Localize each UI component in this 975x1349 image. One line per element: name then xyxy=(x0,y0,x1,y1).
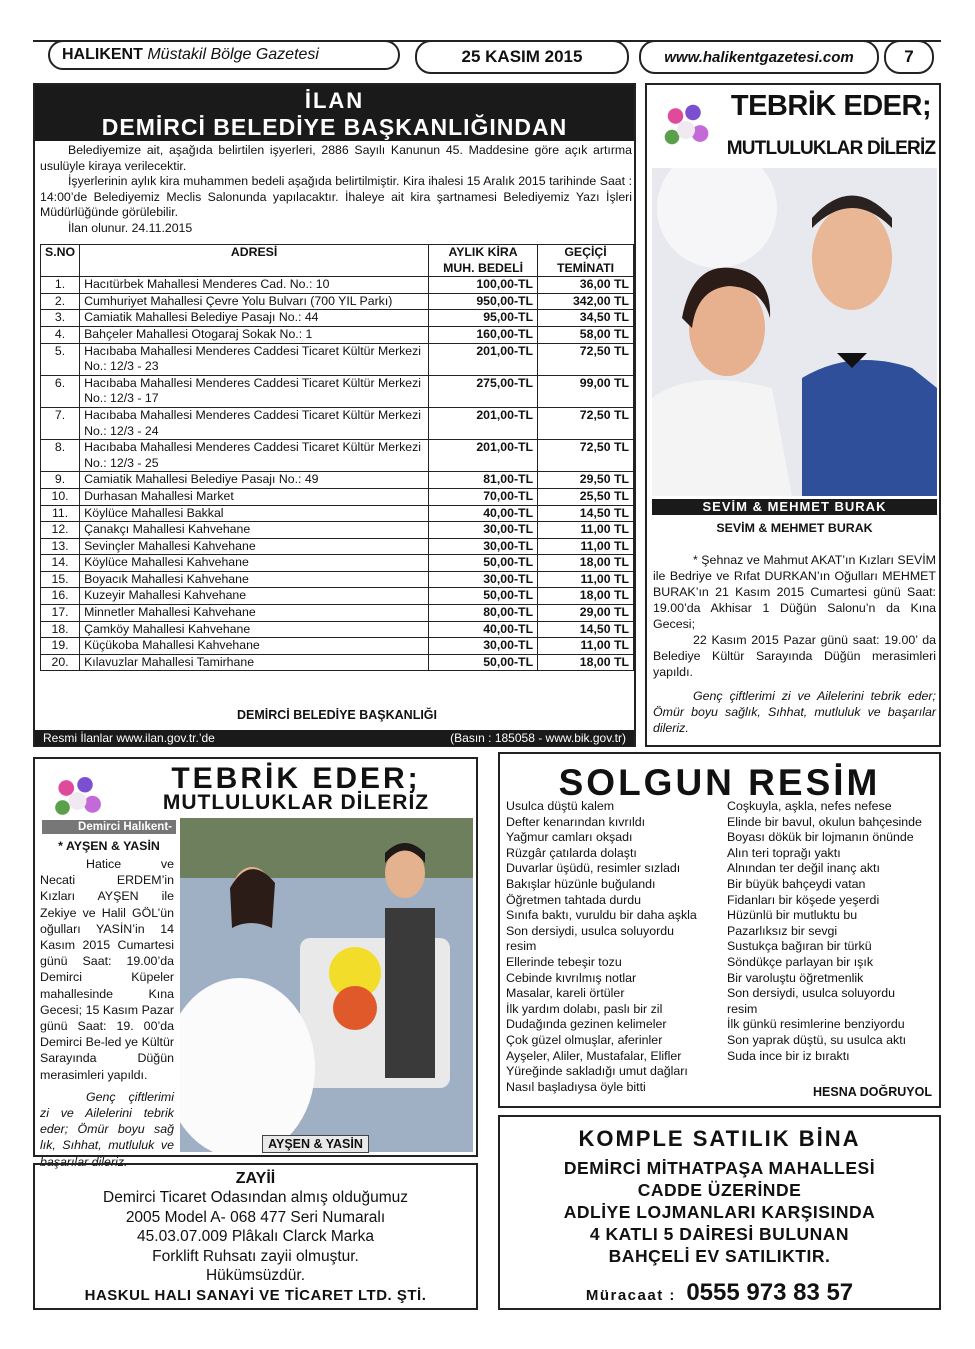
row-address: Minnetler Mahallesi Kahvehane xyxy=(80,605,429,622)
row-number: 1. xyxy=(41,277,80,294)
tebrik-paragraph: Genç çiftlerimi zi ve Ailelerini tebrik eder; Ömür boyu sağ lık, Sıhhat, mutluluk ve başarılar dileriz. xyxy=(40,1089,174,1169)
row-rent: 275,00-TL xyxy=(429,375,538,407)
poem-line: Bakışlar hüzünle buğulandı xyxy=(506,876,656,891)
poem-line: Bir varoluştu öğretmenlik xyxy=(727,970,864,985)
poem-line: İlk yardım dolabı, paslı bir zil xyxy=(506,1001,663,1016)
couple-photo-sevim-mehmet xyxy=(652,168,937,496)
tebrik-paragraph: 22 Kasım 2015 Pazar günü saat: 19.00’ da Belediye Kültür Sarayında Düğün merasimleri yapıldı. xyxy=(653,633,936,679)
poem-line: Cebinde kıvrılmış notlar xyxy=(506,970,637,985)
ilan-header xyxy=(35,85,634,141)
contact-phone[interactable]: 0555 973 83 57 xyxy=(686,1279,854,1306)
row-number: 9. xyxy=(41,472,80,489)
poem-line: Suda ince bir iz bıraktı xyxy=(727,1048,850,1063)
row-rent: 80,00-TL xyxy=(429,605,538,622)
tebrik-paragraph: Hatice ve Necati ERDEM’in Kızları AYŞEN ile Zekiye ve Halil GÖL’ün oğulları YASİN’in 14 Kasım 2015 Cumartesi günü Saat: 19.00’da Demirci Küpeler mahallesinde Kına Gecesi; 15 Kasım Pazar günü Saat: 19. 00’da Demirci Be-led ye Kültür Sarayında Düğün merasimleri yapıldı. xyxy=(40,857,174,1082)
row-number: 16. xyxy=(41,588,80,605)
row-rent: 160,00-TL xyxy=(429,326,538,343)
row-deposit: 29,50 TL xyxy=(538,472,634,489)
col-header: GEÇİÇİ TEMİNATI xyxy=(538,245,634,277)
row-address: Köylüce Mahallesi Kahvehane xyxy=(80,555,429,572)
row-address: Hacıbaba Mahallesi Menderes Caddesi Ticaret Kültür Merkezi No.: 12/3 - 23 xyxy=(80,343,429,375)
table-row xyxy=(41,277,634,294)
zayi-line: 2005 Model A- 068 477 Seri Numaralı xyxy=(125,1208,386,1226)
table-row xyxy=(41,343,634,375)
row-number: 3. xyxy=(41,310,80,327)
location-tag: Demirci Halıkent- xyxy=(42,820,176,834)
poem-line: Rüzgâr çatılarda dolaştı xyxy=(506,845,637,860)
col-header: S.NO xyxy=(41,245,80,277)
table-row xyxy=(41,522,634,539)
satilik-line: 4 KATLI 5 DAİRESİ BULUNAN xyxy=(589,1224,850,1244)
paper-name: HALIKENT xyxy=(62,46,143,63)
row-address: Küçükoba Mahallesi Kahvehane xyxy=(80,638,429,655)
row-address: Hacıtürbek Mahallesi Menderes Cad. No.: 10 xyxy=(80,277,429,294)
flower-bouquet-image xyxy=(40,762,115,827)
ilan-paragraph: Belediyemize ait, aşağıda belirtilen işyerleri, 2886 Sayılı Kanunun 45. Maddesine göre açık artırma usulüyle kiraya verilecektir. xyxy=(40,143,632,173)
row-address: Hacıbaba Mahallesi Menderes Caddesi Ticaret Kültür Merkezi No.: 12/3 - 24 xyxy=(80,407,429,439)
poem-line: Sustukça bağıran bir türkü xyxy=(727,939,872,954)
poem-title: SOLGUN RESİM xyxy=(558,762,881,803)
row-address: Kuzeyir Mahallesi Kahvehane xyxy=(80,588,429,605)
ilan-text xyxy=(40,143,632,236)
table-row xyxy=(41,407,634,439)
row-number: 2. xyxy=(41,293,80,310)
row-number: 12. xyxy=(41,522,80,539)
row-deposit: 99,00 TL xyxy=(538,375,634,407)
table-row xyxy=(41,488,634,505)
poem-line: Bir büyük bahçeydi vatan xyxy=(727,876,866,891)
row-address: Camiatik Mahallesi Belediye Pasajı No.: 49 xyxy=(80,472,429,489)
row-deposit: 18,00 TL xyxy=(538,654,634,671)
poem-line: Ellerinde tebeşir tozu xyxy=(506,954,622,969)
row-address: Cumhuriyet Mahallesi Çevre Yolu Bulvarı (700 YIL Parkı) xyxy=(80,293,429,310)
row-address: Boyacık Mahallesi Kahvehane xyxy=(80,571,429,588)
row-rent: 30,00-TL xyxy=(429,571,538,588)
row-deposit: 58,00 TL xyxy=(538,326,634,343)
row-rent: 50,00-TL xyxy=(429,588,538,605)
row-address: Bahçeler Mahallesi Otogaraj Sokak No.: 1 xyxy=(80,326,429,343)
satilik-line: CADDE ÜZERİNDE xyxy=(637,1180,802,1200)
zayi-box xyxy=(33,1163,478,1310)
table-row xyxy=(41,654,634,671)
poem-author: HESNA DOĞRUYOL xyxy=(813,1085,932,1099)
row-number: 5. xyxy=(41,343,80,375)
tebrik-paragraph: Genç çiftlerimi zi ve Ailelerini tebrik eder; Ömür boyu sağlık, Sıhhat, mutluluk ve başarılar dileriz. xyxy=(653,689,936,735)
zayi-line: 45.03.07.009 Plâkalı Clarck Marka xyxy=(137,1228,374,1245)
contact-label: Müracaat : xyxy=(585,1287,676,1304)
table-row xyxy=(41,375,634,407)
poem-line: Söndükçe parlayan bir ışık xyxy=(727,954,874,969)
row-rent: 950,00-TL xyxy=(429,293,538,310)
poem-line: Pazarlıksız bir sevgi xyxy=(727,923,838,938)
table-row xyxy=(41,326,634,343)
row-number: 19. xyxy=(41,638,80,655)
zayi-line: Hükümsüzdür. xyxy=(205,1267,306,1284)
row-deposit: 29,00 TL xyxy=(538,605,634,622)
poem-line: Son yaprak düştü, su usulca aktı xyxy=(727,1032,907,1047)
flower-bouquet-image xyxy=(651,88,721,158)
row-rent: 70,00-TL xyxy=(429,488,538,505)
couple-names: SEVİM & MEHMET BURAK xyxy=(716,521,873,535)
poem-line: Çok güzel olmuşlar, aferinler xyxy=(506,1032,663,1047)
row-deposit: 342,00 TL xyxy=(538,293,634,310)
poem-line: Alın teri toprağı yaktı xyxy=(727,845,841,860)
zayi-title: ZAYİİ xyxy=(235,1170,276,1187)
row-deposit: 11,00 TL xyxy=(538,522,634,539)
row-number: 4. xyxy=(41,326,80,343)
tebrik-left-subtitle: MUTLULUKLAR DİLERİZ xyxy=(162,791,430,814)
ilan-paragraph: İlan olunur. 24.11.2015 xyxy=(68,220,193,235)
row-number: 18. xyxy=(41,621,80,638)
poem-line: Alnından ter değil inanç aktı xyxy=(727,861,880,876)
poem-line: resim xyxy=(727,1001,758,1016)
tebrik-left-title: TEBRİK EDER; xyxy=(171,762,421,795)
row-address: Durhasan Mahallesi Market xyxy=(80,488,429,505)
row-rent: 50,00-TL xyxy=(429,555,538,572)
ilan-footer-right: (Basın : 185058 - www.bik.gov.tr) xyxy=(450,731,626,745)
row-rent: 40,00-TL xyxy=(429,505,538,522)
poem-line: Elinde bir bavul, okulun bahçesinde xyxy=(727,814,922,829)
poem-column-right xyxy=(727,799,935,1064)
row-deposit: 36,00 TL xyxy=(538,277,634,294)
row-deposit: 34,50 TL xyxy=(538,310,634,327)
couple-names: * AYŞEN & YASİN xyxy=(58,839,160,853)
table-row xyxy=(41,588,634,605)
poem-line: Yüreğinde sakladığı umut dağları xyxy=(506,1064,688,1079)
row-rent: 81,00-TL xyxy=(429,472,538,489)
row-number: 6. xyxy=(41,375,80,407)
satilik-line: BAHÇELİ EV SATILIKTIR. xyxy=(608,1246,831,1266)
poem-line: Usulca düştü kalem xyxy=(506,799,615,813)
table-row xyxy=(41,538,634,555)
row-address: Sevinçler Mahallesi Kahvehane xyxy=(80,538,429,555)
row-rent: 30,00-TL xyxy=(429,538,538,555)
poem-line: resim xyxy=(506,939,537,954)
row-number: 7. xyxy=(41,407,80,439)
row-address: Hacıbaba Mahallesi Menderes Caddesi Ticaret Kültür Merkezi No.: 12/3 - 25 xyxy=(80,440,429,472)
row-rent: 40,00-TL xyxy=(429,621,538,638)
website-link[interactable]: www.halikentgazetesi.com xyxy=(639,40,879,74)
couple-photo-illustration xyxy=(652,168,937,496)
poem-line: Son dersiydi, usulca soluyordu xyxy=(506,923,675,938)
ilan-footer xyxy=(35,730,634,746)
poem-line: Coşkuyla, aşkla, nefes nefese xyxy=(727,799,892,813)
row-address: Çanakçı Mahallesi Kahvehane xyxy=(80,522,429,539)
row-address: Çamköy Mahallesi Kahvehane xyxy=(80,621,429,638)
page-number: 7 xyxy=(884,40,934,74)
ilan-paragraph: İşyerlerinin aylık kira muhammen bedeli aşağıda belirtilmiştir. Kira ihalesi 15 Aralık 2015 tarihinde Saat : 14:00’de Belediyemiz Meclis Salonunda yapılacaktır. İhaleye ait kira şartnamesi Belediyemiz Yazı İşleri Müdürlüğünde görülebilir. xyxy=(40,174,632,219)
tebrik-right-title: TEBRİK EDER; xyxy=(730,90,932,122)
poem-line: Sınıfa baktı, vuruldu bir daha aşkla xyxy=(506,908,697,923)
row-rent: 201,00-TL xyxy=(429,440,538,472)
couple-photo-illustration xyxy=(180,818,473,1152)
row-rent: 201,00-TL xyxy=(429,407,538,439)
zayi-line: Forklift Ruhsatı zayii olmuştur. xyxy=(152,1247,359,1265)
row-number: 20. xyxy=(41,654,80,671)
row-number: 11. xyxy=(41,505,80,522)
table-header-row xyxy=(41,245,634,277)
ilan-footer-left: Resmi İlanlar www.ilan.gov.tr.’de xyxy=(43,731,215,745)
table-row xyxy=(41,472,634,489)
row-number: 8. xyxy=(41,440,80,472)
row-deposit: 14,50 TL xyxy=(538,621,634,638)
couple-photo-aysen-yasin xyxy=(180,818,473,1152)
ilan-signature: DEMİRCİ BELEDİYE BAŞKANLIĞI xyxy=(236,708,437,722)
tebrik-right-subtitle: MUTLULUKLAR DİLERİZ xyxy=(726,138,936,159)
poem-line: Defter kenarından kıvrıldı xyxy=(506,814,646,829)
row-address: Hacıbaba Mahallesi Menderes Caddesi Ticaret Kültür Merkezi No.: 12/3 - 17 xyxy=(80,375,429,407)
tebrik-paragraph: * Şehnaz ve Mahmut AKAT’ın Kızları SEVİM ile Bedriye ve Rıfat DURKAN’ın Oğulları MEHMET BURAK’ın 21 Kasım 2015 Cumartesi günü Saat: 19.00’da Akhisar 1 Düğün Salonu’n da Kına Gecesi; xyxy=(653,553,936,631)
row-deposit: 18,00 TL xyxy=(538,555,634,572)
satilik-text xyxy=(500,1157,939,1267)
poem-line: Öğretmen tahtada durdu xyxy=(506,892,642,907)
table-row xyxy=(41,505,634,522)
table-row xyxy=(41,555,634,572)
row-deposit: 25,50 TL xyxy=(538,488,634,505)
row-address: Köylüce Mahallesi Bakkal xyxy=(80,505,429,522)
row-deposit: 72,50 TL xyxy=(538,407,634,439)
poem-line: Ayşeler, Aliler, Mustafalar, Elifler xyxy=(506,1048,682,1063)
satilik-line: DEMİRCİ MİTHATPAŞA MAHALLESİ xyxy=(563,1158,876,1178)
table-row xyxy=(41,293,634,310)
row-number: 10. xyxy=(41,488,80,505)
table-row xyxy=(41,621,634,638)
col-header: ADRESİ xyxy=(80,245,429,277)
tebrik-right-text xyxy=(653,552,936,736)
poem-line: Yağmur camları okşadı xyxy=(506,830,633,845)
satilik-title: KOMPLE SATILIK BİNA xyxy=(578,1126,861,1151)
row-deposit: 11,00 TL xyxy=(538,571,634,588)
poem-line: Fidanları bir köşede yeşerdi xyxy=(727,892,880,907)
tebrik-left-text xyxy=(40,856,174,1170)
zayi-line: Demirci Ticaret Odasından almış olduğumuz xyxy=(103,1189,408,1206)
poem-line: Dudağında gezinen kelimeler xyxy=(506,1017,667,1032)
col-header: AYLIK KİRA MUH. BEDELİ xyxy=(429,245,538,277)
row-address: Camiatik Mahallesi Belediye Pasajı No.: 44 xyxy=(80,310,429,327)
table-row xyxy=(41,605,634,622)
poem-column-left xyxy=(506,799,722,1095)
row-deposit: 11,00 TL xyxy=(538,538,634,555)
poem-line: Son dersiydi, usulca soluyordu xyxy=(727,986,896,1001)
row-rent: 30,00-TL xyxy=(429,638,538,655)
row-number: 17. xyxy=(41,605,80,622)
row-number: 13. xyxy=(41,538,80,555)
poem-line: Masalar, kareli örtüler xyxy=(506,986,625,1001)
row-deposit: 18,00 TL xyxy=(538,588,634,605)
poem-line: İlk günkü resimlerine benziyordu xyxy=(727,1017,905,1032)
row-deposit: 11,00 TL xyxy=(538,638,634,655)
table-row xyxy=(41,638,634,655)
satilik-box xyxy=(498,1115,941,1310)
row-number: 14. xyxy=(41,555,80,572)
satilik-line: ADLİYE LOJMANLARI KARŞISINDA xyxy=(563,1202,876,1222)
row-rent: 100,00-TL xyxy=(429,277,538,294)
row-deposit: 14,50 TL xyxy=(538,505,634,522)
poem-line: Boyası dökük bir lojmanın önünde xyxy=(727,830,914,845)
photo-caption: SEVİM & MEHMET BURAK xyxy=(652,499,937,515)
photo-caption: AYŞEN & YASİN xyxy=(262,1135,369,1153)
poem-line: Duvarlar üşüdü, resimler sızladı xyxy=(506,861,681,876)
poem-line: Hüzünlü bir mutluktu bu xyxy=(727,908,858,923)
table-row xyxy=(41,440,634,472)
ilan-issuer: DEMİRCİ BELEDİYE BAŞKANLIĞINDAN xyxy=(101,114,568,140)
row-deposit: 72,50 TL xyxy=(538,440,634,472)
ilan-table xyxy=(40,244,634,671)
paper-subtitle: Müstakil Bölge Gazetesi xyxy=(147,46,319,63)
zayi-company: HASKUL HALI SANAYİ VE TİCARET LTD. ŞTİ. xyxy=(84,1286,427,1304)
issue-date: 25 KASIM 2015 xyxy=(415,40,629,74)
row-rent: 50,00-TL xyxy=(429,654,538,671)
row-address: Kılavuzlar Mahallesi Tamirhane xyxy=(80,654,429,671)
row-number: 15. xyxy=(41,571,80,588)
ilan-title: İLAN xyxy=(304,88,365,113)
row-rent: 201,00-TL xyxy=(429,343,538,375)
row-deposit: 72,50 TL xyxy=(538,343,634,375)
satilik-contact xyxy=(500,1279,939,1307)
row-rent: 30,00-TL xyxy=(429,522,538,539)
table-row xyxy=(41,310,634,327)
poem-line: Nasıl başladıysa öyle bitti xyxy=(506,1079,646,1094)
table-row xyxy=(41,571,634,588)
row-rent: 95,00-TL xyxy=(429,310,538,327)
zayi-text xyxy=(35,1188,476,1286)
paper-title xyxy=(48,40,400,70)
